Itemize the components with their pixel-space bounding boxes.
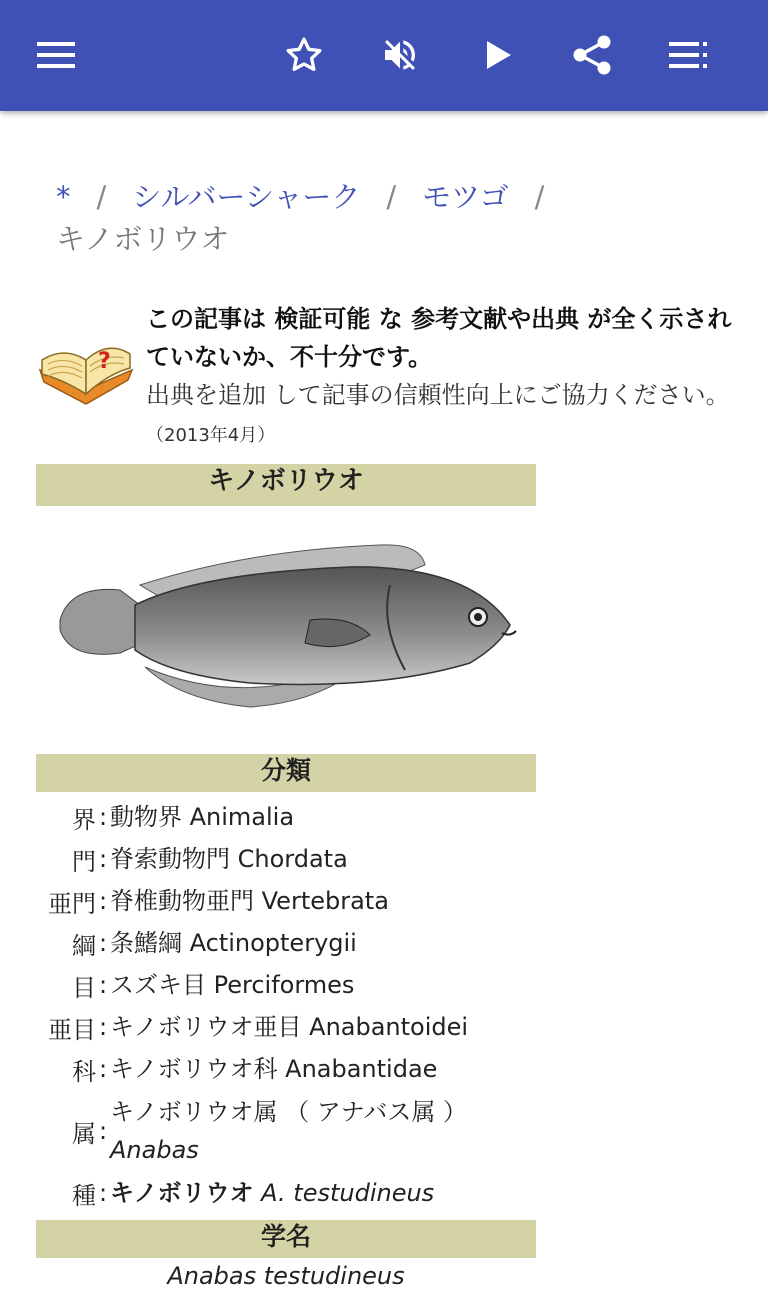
star-icon (284, 35, 324, 75)
taxonomy-row (36, 964, 596, 1006)
taxonomy-name[interactable]: 条鰭綱 Actinopterygii (110, 929, 357, 957)
contents-button[interactable] (660, 27, 716, 83)
mute-button[interactable] (372, 27, 428, 83)
taxonomy-row (36, 922, 596, 964)
taxonomy-colon: : (98, 803, 108, 831)
breadcrumb-current: キノボリウオ (56, 222, 230, 256)
taxonomy-colon: : (98, 1055, 108, 1083)
taxonomy-name (110, 1093, 596, 1169)
infobox-title: キノボリウオ (36, 464, 536, 506)
taxonomy-row (36, 838, 596, 880)
share-icon (572, 34, 612, 76)
taxonomy-table (36, 796, 596, 1214)
app-toolbar (0, 0, 768, 111)
breadcrumb-item-root[interactable]: * (56, 180, 71, 214)
taxonomy-name[interactable]: 脊椎動物亜門 Vertebrata (110, 887, 389, 915)
taxonomy-name[interactable]: 動物界 Animalia (110, 803, 295, 831)
taxonomy-name[interactable]: キノボリウオ科 Anabantidae (110, 1055, 438, 1083)
breadcrumb-item-silver-shark[interactable]: シルバーシャーク (132, 180, 361, 214)
genus-name[interactable]: キノボリウオ属 （ アナバス属 ） (110, 1098, 467, 1126)
menu-button[interactable] (28, 27, 84, 83)
taxonomy-rank: 種 (72, 1181, 96, 1210)
taxonomy-rank: 科 (72, 1057, 96, 1086)
menu-icon (37, 42, 75, 68)
breadcrumb-item-motsugo[interactable]: モツゴ (422, 180, 509, 214)
play-icon (483, 39, 513, 71)
volume-off-icon (380, 35, 420, 75)
taxonomy-colon: : (98, 845, 108, 873)
breadcrumb-separator: / (96, 180, 107, 214)
taxonomy-rank: 亜目 (48, 1015, 96, 1044)
breadcrumb-separator: / (386, 180, 397, 214)
playlist-icon (669, 42, 707, 68)
taxonomy-rank: 綱 (72, 931, 96, 960)
taxonomy-rank: 界 (72, 805, 96, 834)
taxonomy-colon: : (98, 971, 108, 999)
notice-date: （2013年4月） (146, 425, 276, 446)
svg-text:?: ? (98, 349, 111, 374)
taxonomy-row (36, 1006, 596, 1048)
scientific-name-header: 学名 (36, 1220, 536, 1258)
taxonomy-name (110, 1174, 596, 1212)
taxonomy-rank: 目 (72, 973, 96, 1002)
taxonomy-name[interactable]: キノボリウオ亜目 Anabantoidei (110, 1013, 469, 1041)
taxonomy-colon: : (98, 1013, 108, 1041)
taxonomy-row (36, 796, 596, 838)
taxonomy-colon: : (98, 1179, 108, 1207)
citation-notice (36, 300, 736, 455)
breadcrumb (56, 176, 736, 260)
taxonomy-row (36, 880, 596, 922)
share-button[interactable] (564, 27, 620, 83)
taxonomy-header: 分類 (36, 754, 536, 792)
play-button[interactable] (470, 27, 526, 83)
taxonomy-row (36, 1090, 596, 1172)
taxonomy-colon: : (98, 929, 108, 957)
book-icon (36, 330, 136, 414)
taxonomy-rank: 属 (72, 1119, 96, 1148)
taxonomy-colon: : (98, 1117, 108, 1145)
taxonomy-rank: 亜門 (48, 889, 96, 918)
genus-latin: Anabas (110, 1136, 199, 1164)
fish-illustration (50, 525, 520, 725)
taxonomy-name[interactable]: 脊索動物門 Chordata (110, 845, 348, 873)
taxonomy-row (36, 1048, 596, 1090)
favorite-button[interactable] (276, 27, 332, 83)
taxonomy-colon: : (98, 887, 108, 915)
taxonomy-rank: 門 (72, 847, 96, 876)
species-latin: A. testudineus (261, 1179, 435, 1207)
taxonomy-row (36, 1172, 596, 1214)
breadcrumb-separator: / (534, 180, 545, 214)
notice-bold-text: この記事は 検証可能 な 参考文献や出典 が全く示されていないか、不十分です。 (146, 305, 732, 371)
species-name: キノボリウオ (110, 1179, 254, 1207)
scientific-name: Anabas testudineus (167, 1262, 405, 1290)
taxonomy-name[interactable]: スズキ目 Perciformes (110, 971, 355, 999)
notice-body-text: 出典を追加 して記事の信頼性向上にご協力ください。 (146, 381, 730, 409)
